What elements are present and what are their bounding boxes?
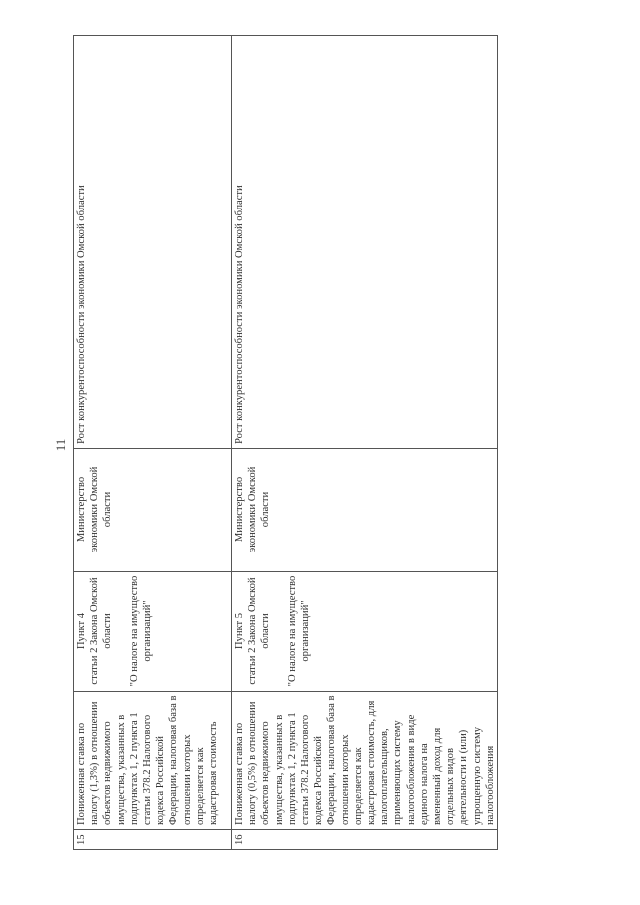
legal-basis xyxy=(232,572,498,692)
measure-description: Пониженная ставка по налогу (1,3%) в отношении объектов недвижимого имущества, указанных в подпунктах 1, 2 пункта 1 статьи 378.2 Налогового кодекса Российской Федерации, налоговая база в отношении которых определяется как кадастровая стоимость xyxy=(74,692,232,830)
responsible-body: Министерство экономики Омской области xyxy=(74,449,232,572)
expected-effect: Рост конкурентоспособности экономики Омской области xyxy=(232,36,498,449)
row-number: 15 xyxy=(74,830,232,850)
tax-benefits-table xyxy=(73,35,498,850)
responsible-body: Министерство экономики Омской области xyxy=(232,449,498,572)
rotated-page-content xyxy=(51,36,496,850)
basis-point: Пункт 4 xyxy=(76,612,87,650)
basis-law: "О налоге на имущество организаций" xyxy=(128,575,153,687)
table-row xyxy=(232,36,498,850)
measure-description: Пониженная ставка по налогу (0,5%) в отношении объектов недвижимого имущества, указанных в подпунктах 1, 2 пункта 1 статьи 378.2 Налогового кодекса Российской Федерации, налоговая база в отношении которых определяется как кадастровая стоимость, для налогоплательщиков, применяющих систему налогообложения в виде единого налога на вмененный доход для отдельных видов деятельности и (или) упрощенную систему налогообложения xyxy=(232,692,498,830)
blank-line xyxy=(273,575,286,687)
table-row xyxy=(74,36,232,850)
page-number: 11 xyxy=(53,438,68,452)
blank-line xyxy=(115,575,128,687)
basis-point: Пункт 5 xyxy=(234,612,245,650)
legal-basis xyxy=(74,572,232,692)
expected-effect: Рост конкурентоспособности экономики Омской области xyxy=(74,36,232,449)
row-number: 16 xyxy=(232,830,498,850)
basis-law: "О налоге на имущество организаций" xyxy=(286,575,311,687)
basis-article: статьи 2 Закона Омской области xyxy=(89,577,114,685)
basis-article: статьи 2 Закона Омской области xyxy=(247,577,272,685)
